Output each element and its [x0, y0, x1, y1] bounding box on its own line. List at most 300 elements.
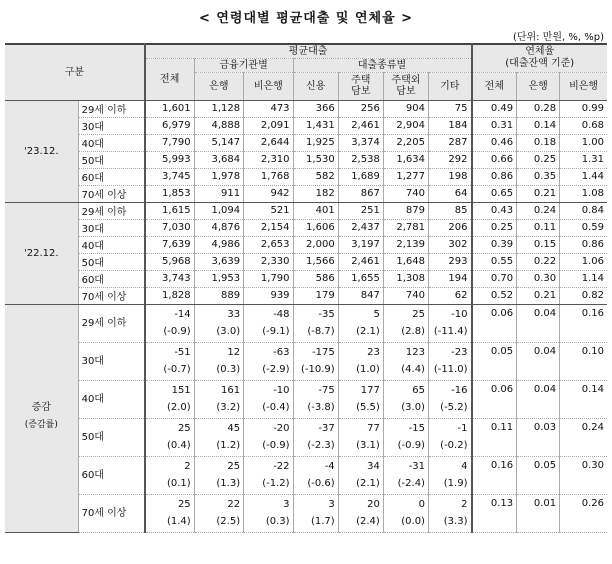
cell-value: 1.14: [560, 270, 607, 287]
change-amount: -75: [318, 385, 335, 396]
change-amount: 45: [227, 423, 241, 434]
change-rate: (3.0): [216, 326, 241, 337]
change-rate: (2.0): [166, 402, 191, 413]
cell-value: 0.15: [517, 236, 560, 253]
cell-value: 194: [428, 270, 471, 287]
cell-value: 0.30: [560, 456, 607, 494]
cell-value: 0.70: [472, 270, 517, 287]
change-amount: -23: [451, 347, 468, 358]
cell-value: 586: [293, 270, 338, 287]
change-amount: 25: [177, 499, 191, 510]
change-amount: 123: [405, 347, 425, 358]
cell-value: 0.01: [517, 494, 560, 532]
loan-delinquency-table: [5, 43, 607, 533]
change-rate: (3.0): [401, 402, 425, 413]
header-credit: 신용: [293, 72, 338, 100]
cell-value-pair: [338, 418, 383, 456]
cell-value: 0.25: [472, 219, 517, 236]
age-label: 30대: [78, 219, 145, 236]
cell-value: 2,538: [338, 151, 383, 168]
cell-value-pair: [338, 342, 383, 380]
cell-value: 1,953: [194, 270, 243, 287]
cell-value: 293: [428, 253, 471, 270]
table-row: [5, 456, 607, 494]
age-label: 60대: [78, 168, 145, 185]
cell-value-pair: [244, 380, 293, 418]
cell-value: 1,431: [293, 117, 338, 134]
change-amount: 20: [367, 499, 380, 510]
cell-value: 0.86: [560, 236, 607, 253]
cell-value: 0.05: [517, 456, 560, 494]
change-rate: (-0.9): [262, 440, 290, 451]
cell-value: 0.43: [472, 202, 517, 219]
cell-value: 0.11: [517, 219, 560, 236]
cell-value: 366: [293, 100, 338, 117]
cell-value-pair: [293, 494, 338, 532]
cell-value: 7,639: [145, 236, 194, 253]
change-amount: 34: [367, 461, 380, 472]
age-label: 50대: [78, 418, 145, 456]
table-row: [5, 185, 607, 202]
cell-value: 2,154: [244, 219, 293, 236]
change-rate: (1.7): [310, 516, 335, 527]
cell-value: 75: [428, 100, 471, 117]
table-row: [5, 342, 607, 380]
cell-value: 3,745: [145, 168, 194, 185]
change-amount: 65: [412, 385, 425, 396]
cell-value: 0.21: [517, 287, 560, 304]
cell-value: 0.03: [517, 418, 560, 456]
cell-value: 4,876: [194, 219, 243, 236]
cell-value: 2,904: [383, 117, 428, 134]
cell-value-pair: [428, 342, 471, 380]
cell-value: 1.08: [560, 185, 607, 202]
group-label-change: [5, 304, 78, 532]
cell-value: 0.28: [517, 100, 560, 117]
cell-value: 1,655: [338, 270, 383, 287]
cell-value: 0.39: [472, 236, 517, 253]
cell-value-pair: [194, 456, 243, 494]
change-amount: -16: [451, 385, 468, 396]
change-amount: 25: [177, 423, 191, 434]
cell-value: 1,790: [244, 270, 293, 287]
cell-value: 287: [428, 134, 471, 151]
cell-value: 198: [428, 168, 471, 185]
table-row: [5, 219, 607, 236]
change-rate: (0.3): [265, 516, 290, 527]
change-amount: -35: [318, 309, 335, 320]
change-amount: 5: [373, 309, 380, 320]
change-rate: (0.4): [166, 440, 191, 451]
cell-value: 0.68: [560, 117, 607, 134]
change-rate: (-9.1): [262, 326, 290, 337]
change-rate: (1.4): [166, 516, 191, 527]
cell-value: 5,993: [145, 151, 194, 168]
change-rate: (-0.6): [307, 478, 335, 489]
cell-value: 0.66: [472, 151, 517, 168]
cell-value: 1.00: [560, 134, 607, 151]
cell-value: 251: [338, 202, 383, 219]
cell-value: 1,925: [293, 134, 338, 151]
cell-value: 2,091: [244, 117, 293, 134]
cell-value-pair: [145, 380, 194, 418]
cell-value: 0.46: [472, 134, 517, 151]
age-label: 40대: [78, 236, 145, 253]
age-label: 29세 이하: [78, 304, 145, 342]
cell-value: 7,030: [145, 219, 194, 236]
cell-value: 0.05: [472, 342, 517, 380]
change-rate: (4.4): [401, 364, 425, 375]
change-rate: (3.1): [356, 440, 380, 451]
change-amount: 25: [227, 461, 241, 472]
cell-value: 889: [194, 287, 243, 304]
cell-value-pair: [145, 456, 194, 494]
cell-value-pair: [383, 494, 428, 532]
age-label: 70세 이상: [78, 185, 145, 202]
change-amount: -22: [273, 461, 290, 472]
change-amount: -63: [273, 347, 290, 358]
change-amount: 161: [221, 385, 241, 396]
cell-value: 2,205: [383, 134, 428, 151]
header-delinquency-title: 연체율: [525, 46, 555, 58]
cell-value-pair: [338, 494, 383, 532]
cell-value: 2,000: [293, 236, 338, 253]
cell-value-pair: [383, 380, 428, 418]
cell-value: 2,437: [338, 219, 383, 236]
change-rate: (-2.3): [307, 440, 335, 451]
age-label: 30대: [78, 117, 145, 134]
cell-value: 1,128: [194, 100, 243, 117]
cell-value-pair: [338, 456, 383, 494]
cell-value-pair: [145, 342, 194, 380]
cell-value: 4,986: [194, 236, 243, 253]
cell-value: 0.26: [560, 494, 607, 532]
cell-value: 1,648: [383, 253, 428, 270]
cell-value-pair: [244, 304, 293, 342]
change-rate: (1.3): [216, 478, 241, 489]
cell-value: 1,606: [293, 219, 338, 236]
change-amount: 3: [283, 499, 290, 510]
cell-value-pair: [428, 418, 471, 456]
cell-value-pair: [194, 418, 243, 456]
change-amount: 151: [171, 385, 191, 396]
cell-value-pair: [383, 304, 428, 342]
cell-value-pair: [194, 304, 243, 342]
cell-value: 1,634: [383, 151, 428, 168]
change-rate: (2.8): [401, 326, 425, 337]
table-row: [5, 494, 607, 532]
table-row: [5, 202, 607, 219]
cell-value: 62: [428, 287, 471, 304]
cell-value: 0.04: [517, 304, 560, 342]
cell-value: 0.99: [560, 100, 607, 117]
cell-value: 206: [428, 219, 471, 236]
cell-value-pair: [383, 456, 428, 494]
change-rate: (0.0): [401, 516, 425, 527]
cell-value: 1,615: [145, 202, 194, 219]
change-amount: 177: [360, 385, 380, 396]
cell-value: 0.16: [560, 304, 607, 342]
header-mortgage: 주택 담보: [338, 72, 383, 100]
cell-value-pair: [293, 456, 338, 494]
change-rate: (-10.9): [301, 364, 335, 375]
header-total: 전체: [145, 58, 194, 100]
cell-value: 0.16: [472, 456, 517, 494]
cell-value: 1,768: [244, 168, 293, 185]
cell-value: 184: [428, 117, 471, 134]
cell-value: 0.49: [472, 100, 517, 117]
cell-value: 0.86: [472, 168, 517, 185]
cell-value: 2,781: [383, 219, 428, 236]
age-label: 29세 이하: [78, 202, 145, 219]
cell-value: 0.55: [472, 253, 517, 270]
cell-value: 0.18: [517, 134, 560, 151]
change-rate: (3.2): [216, 402, 241, 413]
change-rate: (-0.4): [262, 402, 290, 413]
cell-value: 847: [338, 287, 383, 304]
change-rate: (1.9): [443, 478, 468, 489]
change-amount: 22: [227, 499, 241, 510]
cell-value: 904: [383, 100, 428, 117]
cell-value: 7,790: [145, 134, 194, 151]
cell-value: 6,979: [145, 117, 194, 134]
cell-value: 4,888: [194, 117, 243, 134]
cell-value: 292: [428, 151, 471, 168]
cell-value: 2,461: [338, 253, 383, 270]
header-delinquency: [472, 44, 608, 72]
change-amount: 2: [184, 461, 191, 472]
cell-value: 521: [244, 202, 293, 219]
cell-value: 867: [338, 185, 383, 202]
age-label: 29세 이하: [78, 100, 145, 117]
header-nonbank: 비은행: [244, 72, 293, 100]
cell-value: 0.06: [472, 380, 517, 418]
table-row: [5, 380, 607, 418]
cell-value: 1,308: [383, 270, 428, 287]
cell-value-pair: [383, 342, 428, 380]
cell-value: 2,461: [338, 117, 383, 134]
table-row: [5, 168, 607, 185]
change-amount: -10: [451, 309, 468, 320]
change-amount: 0: [418, 499, 425, 510]
header-other: 기타: [428, 72, 471, 100]
cell-value-pair: [244, 456, 293, 494]
header-non-mortgage: 주택외 담보: [383, 72, 428, 100]
cell-value-pair: [383, 418, 428, 456]
cell-value: 401: [293, 202, 338, 219]
cell-value: 0.25: [517, 151, 560, 168]
cell-value: 0.52: [472, 287, 517, 304]
cell-value: 0.24: [560, 418, 607, 456]
age-label: 40대: [78, 380, 145, 418]
change-rate: (3.3): [443, 516, 468, 527]
cell-value: 302: [428, 236, 471, 253]
table-title: < 연령대별 평균대출 및 연체율 >: [198, 11, 414, 26]
cell-value: 1,978: [194, 168, 243, 185]
cell-value: 939: [244, 287, 293, 304]
change-rate: (-3.8): [307, 402, 335, 413]
change-amount: 12: [227, 347, 241, 358]
cell-value: 0.21: [517, 185, 560, 202]
change-rate: (2.1): [356, 326, 380, 337]
table-row: [5, 270, 607, 287]
change-rate: (-11.4): [433, 326, 468, 337]
cell-value: 582: [293, 168, 338, 185]
change-amount: -37: [318, 423, 335, 434]
change-rate: (2.5): [216, 516, 241, 527]
change-amount: 33: [227, 309, 241, 320]
change-rate: (-0.7): [163, 364, 191, 375]
change-rate: (-2.4): [397, 478, 425, 489]
cell-value-pair: [428, 380, 471, 418]
cell-value: 0.22: [517, 253, 560, 270]
cell-value: 1,094: [194, 202, 243, 219]
change-rate: (1.2): [216, 440, 241, 451]
table-row: [5, 253, 607, 270]
age-label: 60대: [78, 456, 145, 494]
cell-value: 179: [293, 287, 338, 304]
group-label: '22.12.: [5, 202, 78, 304]
cell-value-pair: [338, 380, 383, 418]
cell-value: 0.13: [472, 494, 517, 532]
table-row: [5, 117, 607, 134]
cell-value: 5,968: [145, 253, 194, 270]
header-category: 구분: [5, 44, 145, 100]
cell-value: 1,689: [338, 168, 383, 185]
change-amount: 77: [367, 423, 380, 434]
cell-value-pair: [293, 342, 338, 380]
change-amount: -51: [174, 347, 191, 358]
cell-value: 0.24: [517, 202, 560, 219]
cell-value: 0.06: [472, 304, 517, 342]
header-fin-inst: 금융기관별: [194, 58, 293, 72]
table-row: [5, 100, 607, 117]
unit-note: (단위: 만원, %, %p): [512, 32, 604, 43]
change-amount: -20: [273, 423, 290, 434]
cell-value: 1,853: [145, 185, 194, 202]
cell-value: 0.14: [560, 380, 607, 418]
change-amount: -175: [311, 347, 335, 358]
change-sublabel: (증감률): [24, 420, 58, 430]
cell-value: 3,743: [145, 270, 194, 287]
cell-value-pair: [194, 342, 243, 380]
cell-value: 0.31: [472, 117, 517, 134]
cell-value: 3,374: [338, 134, 383, 151]
change-rate: (-1.2): [262, 478, 290, 489]
change-rate: (1.0): [356, 364, 380, 375]
cell-value: 1.31: [560, 151, 607, 168]
change-amount: 25: [412, 309, 425, 320]
change-label: 증감: [31, 402, 51, 413]
cell-value: 0.04: [517, 342, 560, 380]
cell-value: 473: [244, 100, 293, 117]
change-rate: (-0.9): [163, 326, 191, 337]
cell-value-pair: [428, 456, 471, 494]
cell-value-pair: [244, 342, 293, 380]
change-rate: (0.3): [216, 364, 241, 375]
change-amount: -4: [324, 461, 335, 472]
cell-value: 2,139: [383, 236, 428, 253]
cell-value-pair: [145, 304, 194, 342]
cell-value: 879: [383, 202, 428, 219]
change-rate: (-0.9): [397, 440, 425, 451]
group-label: '23.12.: [5, 100, 78, 202]
cell-value: 5,147: [194, 134, 243, 151]
cell-value: 2,330: [244, 253, 293, 270]
cell-value-pair: [293, 304, 338, 342]
change-rate: (-11.0): [433, 364, 468, 375]
change-amount: -31: [408, 461, 425, 472]
cell-value-pair: [428, 304, 471, 342]
cell-value: 740: [383, 185, 428, 202]
change-amount: -15: [408, 423, 425, 434]
change-rate: (-5.2): [440, 402, 468, 413]
cell-value: 0.14: [517, 117, 560, 134]
cell-value: 64: [428, 185, 471, 202]
change-amount: 3: [328, 499, 335, 510]
age-label: 30대: [78, 342, 145, 380]
cell-value: 2,310: [244, 151, 293, 168]
change-rate: (2.4): [356, 516, 380, 527]
age-label: 70세 이상: [78, 287, 145, 304]
cell-value: 0.59: [560, 219, 607, 236]
change-rate: (-0.2): [440, 440, 468, 451]
change-rate: (5.5): [356, 402, 380, 413]
cell-value: 0.65: [472, 185, 517, 202]
cell-value: 1,277: [383, 168, 428, 185]
cell-value: 0.30: [517, 270, 560, 287]
cell-value: 740: [383, 287, 428, 304]
cell-value-pair: [244, 494, 293, 532]
change-rate: (-8.7): [307, 326, 335, 337]
age-label: 50대: [78, 253, 145, 270]
cell-value-pair: [293, 380, 338, 418]
cell-value: 256: [338, 100, 383, 117]
cell-value: 0.84: [560, 202, 607, 219]
age-label: 40대: [78, 134, 145, 151]
table-row: [5, 418, 607, 456]
cell-value: 0.04: [517, 380, 560, 418]
cell-value: 1,828: [145, 287, 194, 304]
cell-value-pair: [194, 380, 243, 418]
header-avg-loan: 평균대출: [145, 44, 472, 58]
change-amount: -10: [273, 385, 290, 396]
change-amount: 4: [461, 461, 468, 472]
cell-value: 85: [428, 202, 471, 219]
change-amount: -14: [174, 309, 191, 320]
table-row: [5, 304, 607, 342]
cell-value: 1.06: [560, 253, 607, 270]
cell-value: 1,530: [293, 151, 338, 168]
cell-value: 182: [293, 185, 338, 202]
cell-value: 3,197: [338, 236, 383, 253]
cell-value: 942: [244, 185, 293, 202]
age-label: 70세 이상: [78, 494, 145, 532]
table-row: [5, 236, 607, 253]
cell-value-pair: [145, 494, 194, 532]
change-amount: 23: [367, 347, 380, 358]
header-d-total: 전체: [472, 72, 517, 100]
change-rate: (-2.9): [262, 364, 290, 375]
change-rate: (2.1): [356, 478, 380, 489]
cell-value-pair: [428, 494, 471, 532]
header-loan-type: 대출종류별: [293, 58, 471, 72]
cell-value: 1.44: [560, 168, 607, 185]
cell-value: 911: [194, 185, 243, 202]
table-row: [5, 151, 607, 168]
change-amount: -1: [457, 423, 468, 434]
age-label: 60대: [78, 270, 145, 287]
